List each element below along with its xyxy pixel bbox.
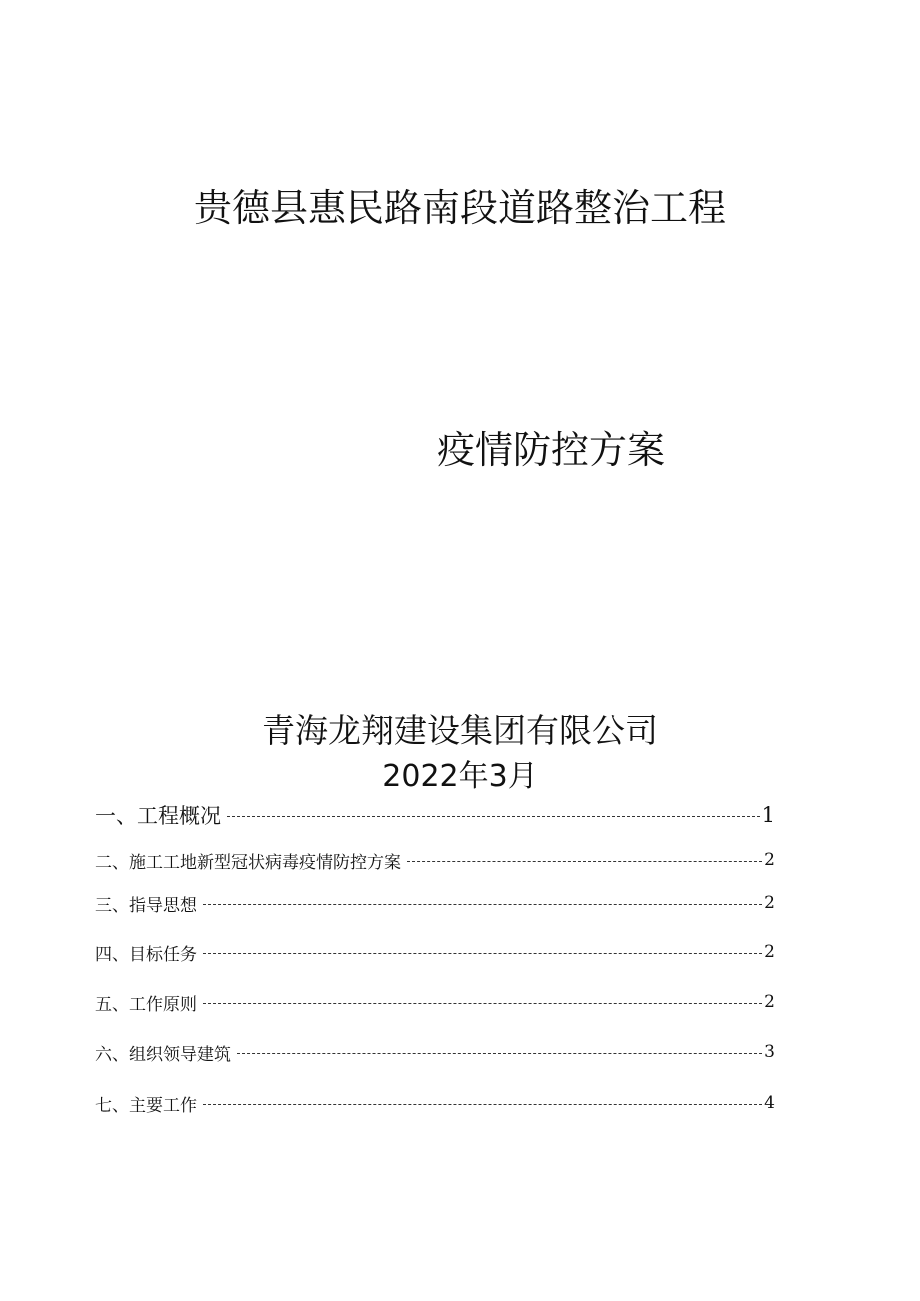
- toc-page-number: 4: [764, 1093, 775, 1113]
- toc-entry-2[interactable]: [95, 846, 775, 874]
- toc-leader-line: [203, 953, 762, 954]
- toc-entry-label: 四、目标任务: [95, 944, 197, 965]
- toc-entry-label: 七、主要工作: [95, 1095, 197, 1116]
- toc-page-number: 3: [764, 1042, 775, 1062]
- document-date: 2022年3月: [382, 759, 538, 794]
- toc-entry-7[interactable]: [95, 1089, 775, 1117]
- company-name: 青海龙翔建设集团有限公司: [262, 711, 658, 750]
- toc-leader-line: [203, 904, 762, 905]
- plan-subtitle: 疫情防控方案: [437, 428, 666, 472]
- toc-page-number: 1: [761, 803, 775, 827]
- toc-leader-line: [407, 861, 762, 862]
- toc-leader-line: [203, 1003, 762, 1004]
- toc-entry-1[interactable]: [95, 801, 775, 829]
- toc-entry-label: 三、指导思想: [95, 895, 197, 916]
- toc-entry-5[interactable]: [95, 988, 775, 1016]
- toc-entry-4[interactable]: [95, 938, 775, 966]
- toc-leader-line: [203, 1104, 762, 1105]
- toc-entry-label: 五、工作原则: [95, 994, 197, 1015]
- toc-leader-line: [237, 1053, 762, 1054]
- toc-entry-label: 二、施工工地新型冠状病毒疫情防控方案: [95, 852, 401, 873]
- toc-entry-3[interactable]: [95, 889, 775, 917]
- toc-entry-6[interactable]: [95, 1038, 775, 1066]
- toc-entry-label: 一、工程概况: [95, 804, 221, 828]
- project-title: 贵德县惠民路南段道路整治工程: [193, 186, 726, 230]
- toc-page-number: 2: [764, 992, 775, 1012]
- toc-entry-label: 六、组织领导建筑: [95, 1044, 231, 1065]
- toc-leader-line: [227, 816, 760, 817]
- toc-page-number: 2: [764, 942, 775, 962]
- toc-page-number: 2: [764, 893, 775, 913]
- toc-page-number: 2: [764, 850, 775, 870]
